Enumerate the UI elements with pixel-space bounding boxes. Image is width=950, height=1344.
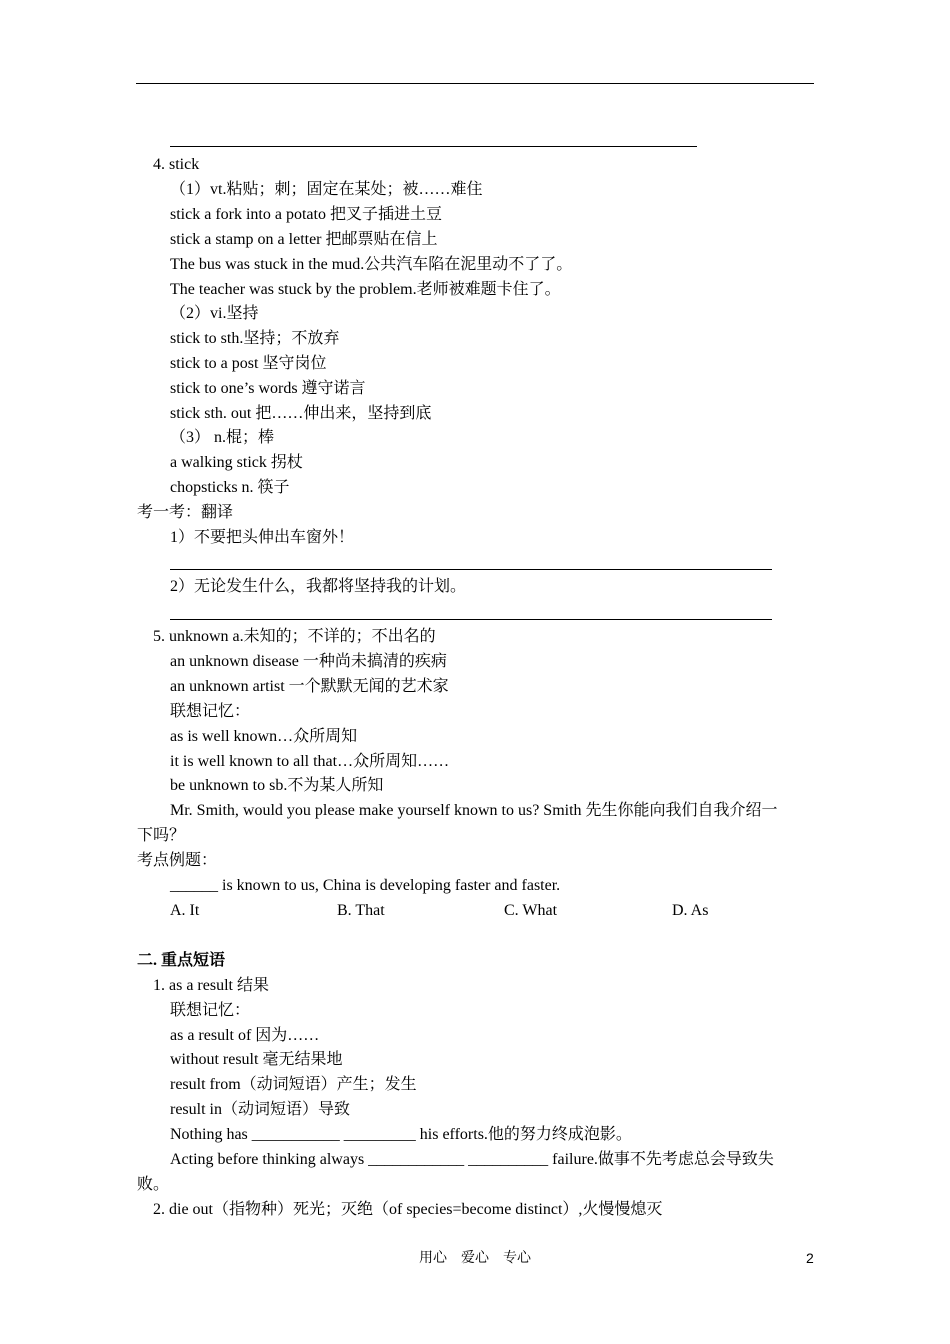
association-label: 联想记忆： <box>170 1002 251 1019</box>
option-a: A. It <box>170 902 200 919</box>
answer-line <box>170 569 772 570</box>
section-title: 二. 重点短语 <box>137 952 226 969</box>
page-number: 2 <box>806 1250 814 1266</box>
example-line: result in（动词短语）导致 <box>170 1101 350 1118</box>
example-line-continued: 下吗？ <box>137 827 186 844</box>
answer-line <box>170 146 697 147</box>
footer-motto: 用心 爱心 专心 <box>419 1250 531 1266</box>
example-line-continued: 败。 <box>137 1176 170 1193</box>
example-line: as is well known…众所周知 <box>170 728 358 745</box>
sense-line: （3） n.棍；棒 <box>170 429 275 446</box>
test-question: 1）不要把头伸出车窗外！ <box>170 529 355 546</box>
example-line: result from（动词短语）产生；发生 <box>170 1076 417 1093</box>
example-line: be unknown to sb.不为某人所知 <box>170 777 384 794</box>
example-title: 考点例题： <box>137 852 218 869</box>
item-heading-dieout: 2. die out（指物种）死光；灭绝（of species=become distinct）,火慢慢熄灭 <box>153 1201 663 1218</box>
option-c: C. What <box>504 902 558 919</box>
test-question: 2）无论发生什么，我都将坚持我的计划。 <box>170 578 467 595</box>
example-line: stick a fork into a potato 把叉子插进土豆 <box>170 206 442 223</box>
example-line: stick a stamp on a letter 把邮票贴在信上 <box>170 231 438 248</box>
example-line: without result 毫无结果地 <box>170 1051 343 1068</box>
answer-line <box>170 619 772 620</box>
item-heading-stick: 4. stick <box>153 156 200 173</box>
example-line: a walking stick 拐杖 <box>170 454 303 471</box>
option-d: D. As <box>672 902 709 919</box>
example-line: The teacher was stuck by the problem.老师被难题卡住了。 <box>170 281 561 298</box>
item-heading-result: 1. as a result 结果 <box>153 977 269 994</box>
example-line: Nothing has ___________ _________ his efforts.他的努力终成泡影。 <box>170 1126 632 1143</box>
option-b: B. That <box>337 902 385 919</box>
example-line: chopsticks n. 筷子 <box>170 479 290 496</box>
example-line: Mr. Smith, would you please make yourself known to us? Smith 先生你能向我们自我介绍一 <box>170 802 778 819</box>
example-line: The bus was stuck in the mud.公共汽车陷在泥里动不了了。 <box>170 256 573 273</box>
example-line: an unknown disease 一种尚未搞清的疾病 <box>170 653 447 670</box>
example-line: an unknown artist 一个默默无闻的艺术家 <box>170 678 449 695</box>
example-line: Acting before thinking always ____________ __________ failure.做事不先考虑总会导致失 <box>170 1151 774 1168</box>
example-line: stick to sth.坚持；不放弃 <box>170 330 340 347</box>
example-line: stick to a post 坚守岗位 <box>170 355 327 372</box>
header-rule <box>136 83 814 84</box>
exam-question: ______ is known to us, China is developing faster and faster. <box>170 877 561 894</box>
example-line: as a result of 因为…… <box>170 1027 320 1044</box>
example-line: stick sth. out 把……伸出来，坚持到底 <box>170 405 432 422</box>
sense-line: （1）vt.粘贴；刺；固定在某处；被……难住 <box>170 181 483 198</box>
item-heading-unknown: 5. unknown a.未知的；不详的；不出名的 <box>153 628 436 645</box>
example-line: it is well known to all that…众所周知…… <box>170 753 450 770</box>
association-label: 联想记忆： <box>170 703 251 720</box>
example-line: stick to one’s words 遵守诺言 <box>170 380 366 397</box>
sense-line: （2）vi.坚持 <box>170 305 259 322</box>
test-title: 考一考：翻译 <box>137 504 234 521</box>
